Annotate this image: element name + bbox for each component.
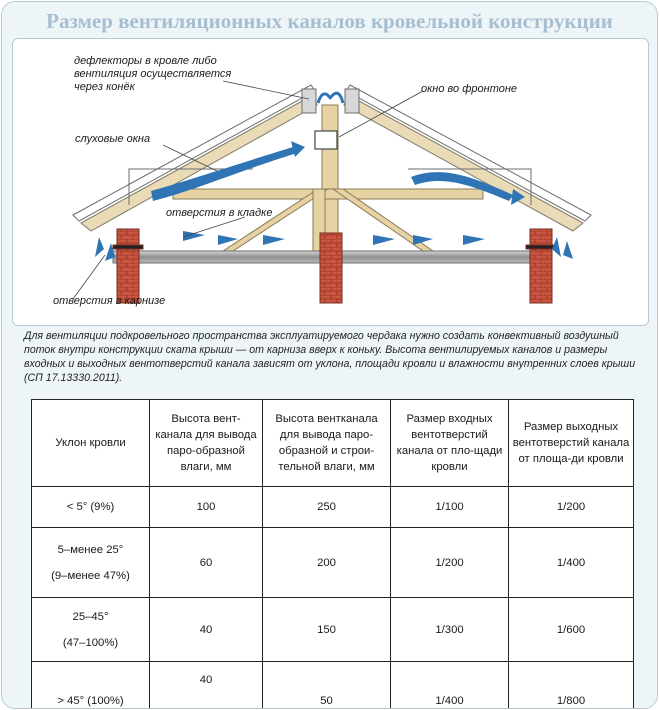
- height-construction-cell: 150: [263, 598, 391, 662]
- page-title: Размер вентиляционных каналов кровельной конструкции: [46, 9, 613, 33]
- header-outlet-size: Размер выходных вентотверстий канала от площа-ди кровли: [509, 400, 634, 487]
- height-vapor-cell: 40: [150, 598, 263, 662]
- header-channel-height-construction: Высота вентканала для вывода паро-образной и строи-тельной влаги, мм: [263, 400, 391, 487]
- inlet-size-cell: 1/100: [391, 487, 509, 528]
- slope-text: < 5° (9%): [66, 501, 115, 513]
- height-construction-cell: 50: [263, 662, 391, 710]
- table-row: [32, 487, 634, 528]
- inlet-size-cell: 1/200: [391, 528, 509, 598]
- table-row: [32, 528, 634, 598]
- vent-size-table: [31, 399, 634, 709]
- header-slope: Уклон кровли: [32, 400, 150, 487]
- infographic-frame: [1, 1, 658, 709]
- inlet-size-cell: 1/400: [391, 662, 509, 710]
- slope-text: 25–45°: [72, 610, 109, 623]
- slope-cell: [32, 528, 150, 598]
- outlet-size-cell: 1/600: [509, 598, 634, 662]
- table-row: [32, 598, 634, 662]
- slope-text: (47–100%): [62, 636, 119, 649]
- deflector-label-line-2: вентиляция осуществляется: [74, 68, 232, 80]
- height-construction-cell: 250: [263, 487, 391, 528]
- eaves-holes-label: отверстия в карнизе: [53, 295, 166, 307]
- header-channel-height-vapor: Высота вент-канала для вывода паро-образной влаги, мм: [150, 400, 263, 487]
- description-text: Для вентиляции подкровельного пространства эксплуатируемого чердака нужно создать конвективный воздушный поток внутри конструкции ската крыши — от карниза вверх к коньку. Высота вентилируемых каналов и размеры входных и выходных вентотверстий канала зависят от уклона, площади кровли и влажности внутренних слоев крыши (СП 17.13330.2011).: [24, 330, 636, 384]
- height-vapor-cell: 40: [150, 662, 263, 710]
- table-header-row: [32, 400, 634, 487]
- inlet-size-cell: 1/300: [391, 598, 509, 662]
- height-vapor-cell: 60: [150, 528, 263, 598]
- masonry-holes-label: отверстия в кладке: [166, 207, 273, 219]
- height-vapor-cell: 100: [150, 487, 263, 528]
- slope-text: (9–менее 47%): [51, 569, 130, 582]
- slope-cell: [32, 598, 150, 662]
- header-inlet-size: Размер входных вентотверстий канала от пло-щади кровли: [391, 400, 509, 487]
- slope-cell: [32, 662, 150, 710]
- dormer-window-label: слуховые окна: [75, 133, 151, 145]
- outlet-size-cell: 1/400: [509, 528, 634, 598]
- deflector-label: [74, 55, 231, 94]
- roof-ventilation-diagram: [12, 38, 649, 326]
- outlet-size-cell: 1/800: [509, 662, 634, 710]
- slope-text: 5–менее 25°: [57, 543, 124, 556]
- deflector-label-line-1: дефлекторы в кровле либо: [74, 55, 217, 67]
- outlet-size-cell: 1/200: [509, 487, 634, 528]
- brick-walls: [113, 229, 556, 303]
- slope-cell: [32, 487, 150, 528]
- slope-text: > 45° (100%): [57, 694, 124, 707]
- deflector-label-line-3: через конёк: [74, 81, 135, 93]
- height-construction-cell: 200: [263, 528, 391, 598]
- gable-window-icon: [315, 131, 337, 149]
- gable-window-label: окно во фронтоне: [421, 83, 518, 95]
- table-row: [32, 662, 634, 710]
